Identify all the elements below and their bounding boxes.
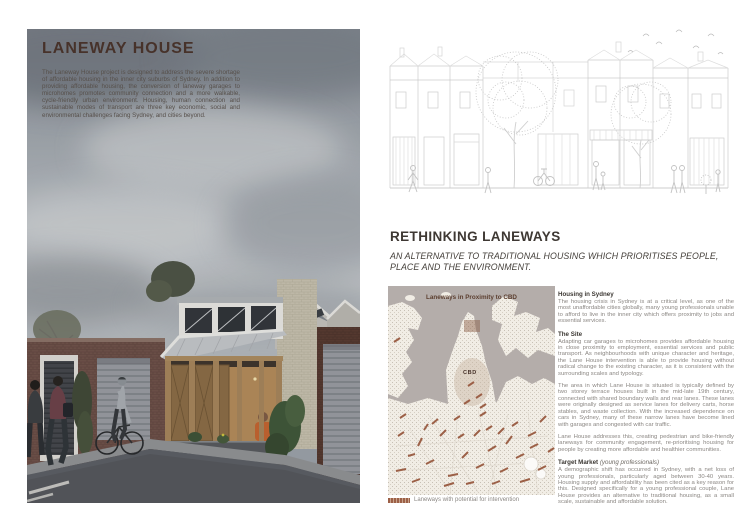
rocks-cluster [464, 320, 480, 332]
section-the-site [558, 331, 734, 454]
body-paragraph: A demographic shift has occurred in Sydney, with a net loss of young professionals, particularly aged between 30-40 years. Housing supply and affordability has been cited as a key reason for this. Designed specifically for a young professional couple, Lane House provides an alternative to traditional housing, as a small scale, sustainable and affordable solution. [558, 467, 734, 506]
tree-trunks [504, 121, 649, 188]
body-paragraph: The area in which Lane House is situated is typically defined by two storey terrace houses built in the mid-late 19th century, connected with shared boundary walls and rear lanes. These lanes were originally designed as service lanes for delivery carts, horse stables, and waste collection. With the increased dependence on cars in Sydney, many of these narrow lanes have become lined with garages and congested with car traffic. [558, 383, 734, 428]
subsection-heading: The Site [558, 330, 583, 338]
elevation-linework [390, 42, 728, 188]
cbd-laneways-map [388, 286, 555, 495]
section-target-market [558, 459, 734, 505]
body-paragraph: Lane House addresses this, creating pedestrian and bike-friendly laneways for community engagement, re-prioritising housing for people by creating more affordable and healthier communities. [558, 433, 734, 453]
laneway-legend-swatch [388, 498, 410, 503]
park-circle [524, 457, 538, 471]
sketch-people [408, 162, 720, 195]
body-paragraph: Adapting car garages to microhomes provides affordable housing in close proximity to employment, essential services and public transport. As neighbourhoods with unique character and heritage, the Lane House intervention is able to provide housing without radical change to the existing character, as it is consistent with the surrounding scales and typology. [558, 338, 734, 377]
body-paragraph: The housing crisis in Sydney is at a critical level, as one of the most unaffordable cities globally, many young professionals unable to afford to live in the inner city which offers proximity to jobs and essential services. [558, 299, 734, 325]
heading-note: (young professionals) [599, 459, 660, 467]
page-title: LANEWAY HOUSE [42, 40, 195, 57]
hero-photo [27, 29, 360, 503]
info-column [558, 291, 734, 512]
section-housing-in-sydney [558, 291, 734, 325]
park-circle-small [536, 469, 546, 479]
subsection-heading: Housing in Sydney [558, 291, 614, 298]
birds-sketch [628, 30, 723, 54]
cbd-density [454, 358, 490, 406]
section-subtitle: AN ALTERNATIVE TO TRADITIONAL HOUSING WHICH PRIORITISES PEOPLE, PLACE AND THE ENVIRONMENT. [390, 251, 719, 272]
street-elevation-drawing [388, 22, 730, 214]
map-title: Laneways in Proximity to CBD [426, 294, 517, 301]
subsection-heading: Target Market (young professionals) [558, 459, 660, 467]
hero-intro-paragraph: The Laneway House project is designed to address the severe shortage of affordable housing in the inner city suburbs of Sydney. In addition to providing affordable housing, the conversion of laneway garages to microhomes promotes community connection and a more walkable, cycle-friendly urban environment. Housing, human connection and sustainable modes of transport are three key economic, social and environmental challenges facing Sydney, and cities beyond. [42, 69, 240, 119]
hero-text-block [42, 40, 247, 119]
map-legend-caption: Laneways with potential for intervention [414, 497, 520, 503]
section-heading: RETHINKING LANEWAYS [390, 229, 561, 244]
cbd-label: CBD [463, 370, 477, 376]
map-legend [388, 497, 519, 503]
